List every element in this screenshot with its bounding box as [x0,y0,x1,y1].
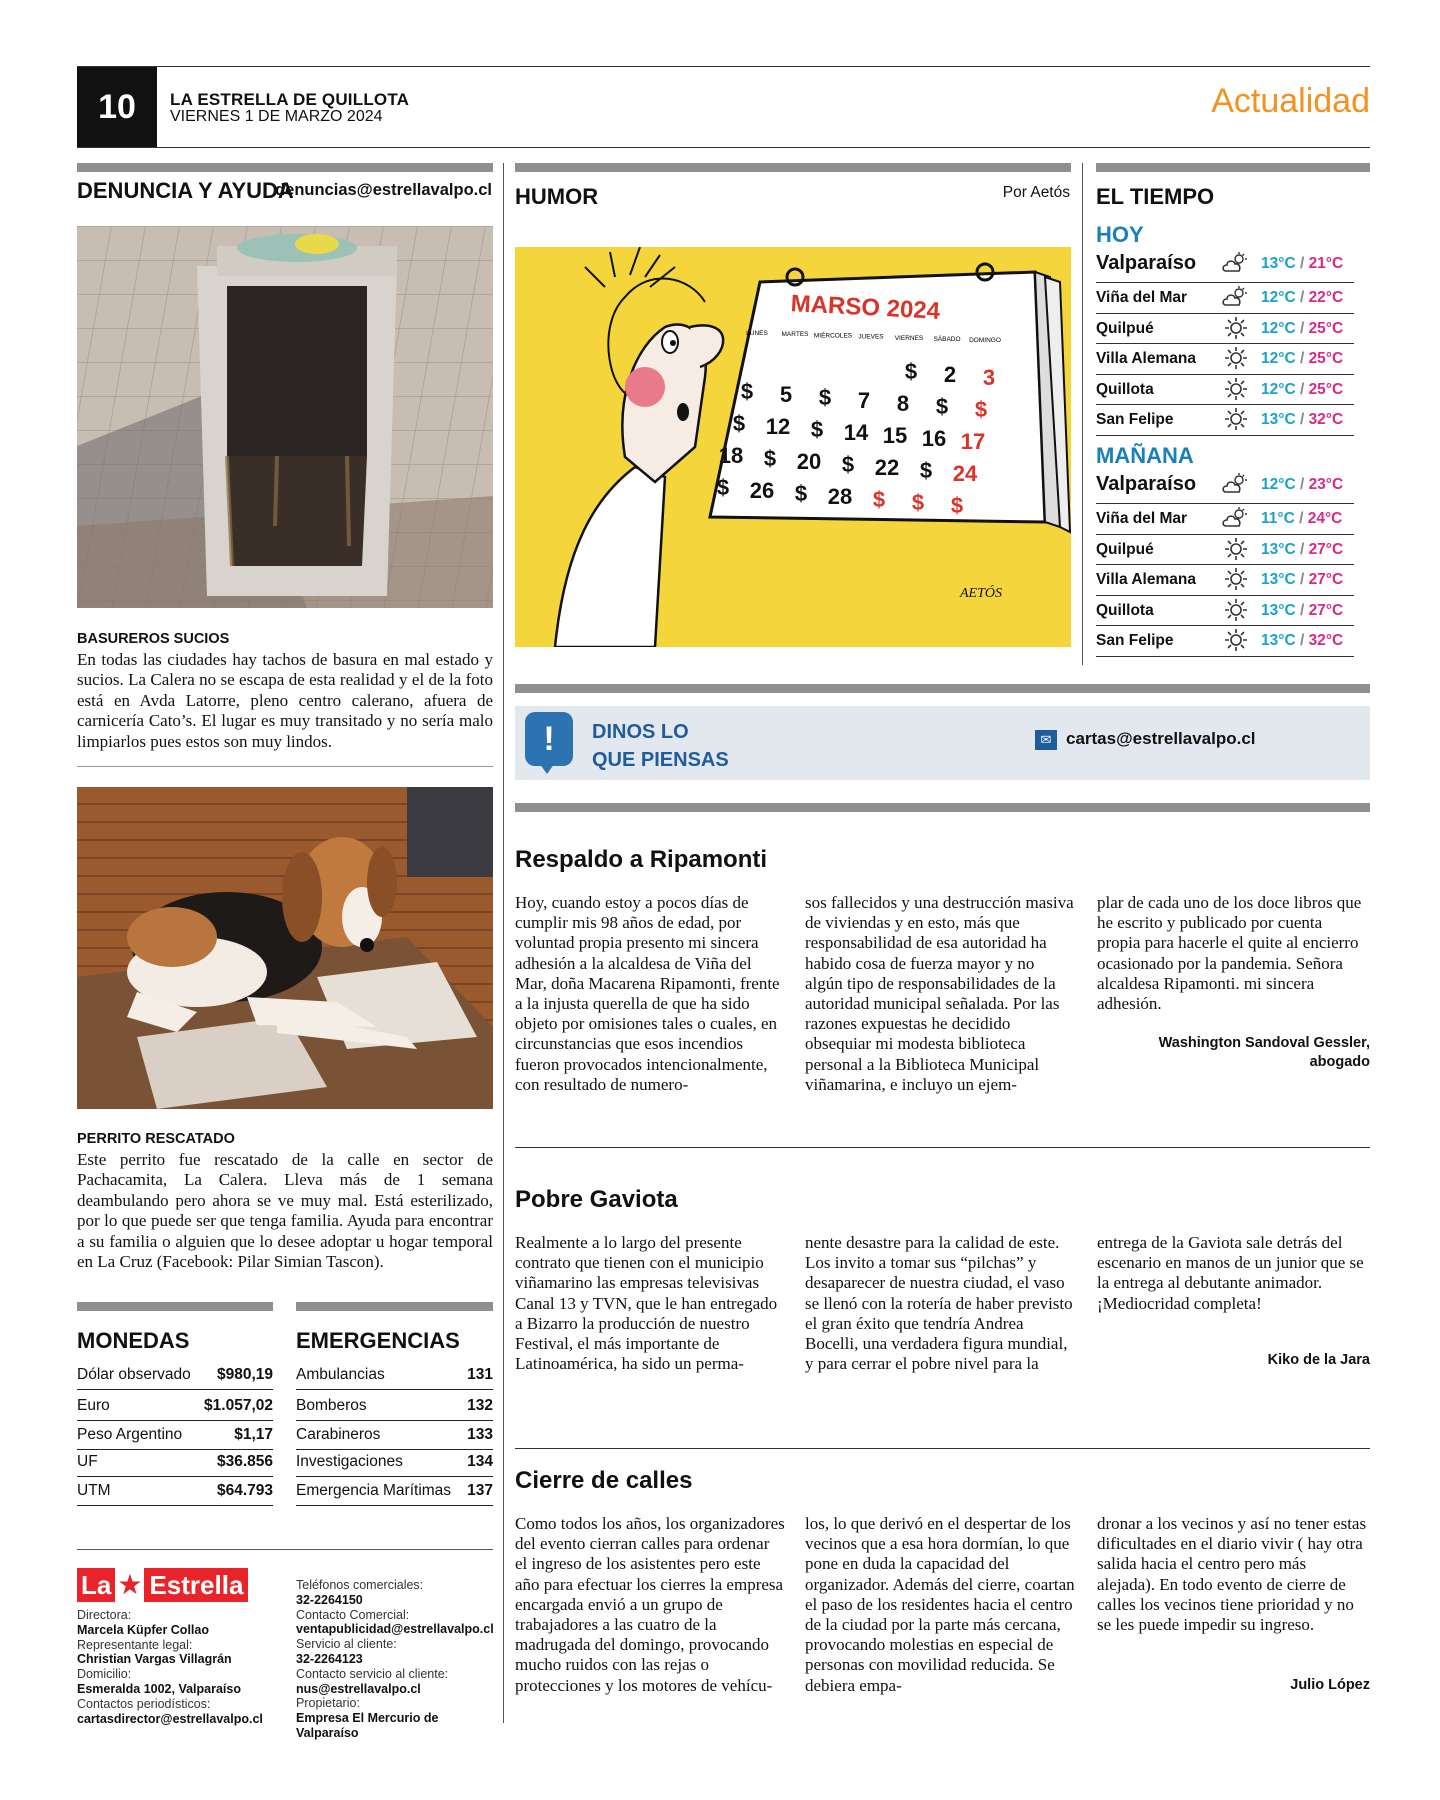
caption-text-basureros: En todas las ciudades hay tachos de basura en mal estado y sucios. La Calera no se escapa de esta realidad y el de la foto está en Avda Latorre, pleno centro calerano, afuera de carnicería Cato’s. El lugar es muy transitado y no sería malo limpiarlos pues estos son muy lindos. [77,650,493,751]
dinos-lo-que-piensas-banner [515,706,1370,780]
weather-row [1096,245,1354,283]
calendar-weekday: LUNES [746,330,768,337]
monedas-title: MONEDAS [77,1328,190,1353]
dinos-line2: QUE PIENSAS [592,749,729,771]
weather-row [1096,375,1354,405]
temp-min: 12°C [1261,350,1296,367]
letter-column: nente desastre para la calidad de este. Los invito a tomar sus “pilchas” y desaparecer de nuestra ciudad, el vaso se llenó con la rotería de haber previsto el gran éxito que tendría Andrea Bocelli, una verdadera figura mundial, y para cerrar el pobre nivel para la [805,1233,1073,1374]
moneda-label: Peso Argentino [77,1426,183,1443]
emergencias-title: EMERGENCIAS [296,1328,460,1353]
footer-value: 32-2264150 [296,1592,363,1607]
weather-temp: 13°C / 27°C [1261,540,1344,558]
weather-row [1096,314,1354,344]
temp-min: 12°C [1261,319,1296,337]
emergencia-row [296,1421,493,1450]
temp-min: 13°C [1261,601,1296,619]
calendar-day: $ [935,394,949,419]
letter-column: dronar a los vecinos y así no tener estas dificultades en el diario vivir ( hay otra salida hacia el centro pero más alejada). En todo evento de cierre de calles los vecinos tiene prioridad y no se les puede impedir su ingreso. [1097,1514,1367,1635]
weather-city: Quilpué [1096,319,1154,337]
emergencia-value: 134 [467,1453,493,1470]
trash-bin-photo [77,226,493,608]
letter-column: Realmente a lo largo del presente contrato que tienen con el municipio viñamarino las empresas televisivas Canal 13 y TVN, que le han entregado a Bizarro la producción de nuestro Festival, el más importante de Latinoamérica, ha sido un perma- [515,1233,778,1374]
emergencia-label: Bomberos [296,1397,367,1414]
calendar-day: 15 [882,423,908,448]
sun-icon [1221,316,1253,342]
temp-min: 13°C [1261,540,1296,558]
footer-label: Teléfonos comerciales: [296,1578,424,1592]
temp-max: 27°C [1308,571,1344,588]
letter-column: Como todos los años, los organizadores del evento cierran calles para ordenar el ingreso de los asistentes pero este año para efectuar los cierres la empresa encargada envió a un grupo de trabajadores a las cuatro de la madrugada del domingo, provocando mucho ruidos con las rejas o protecciones y los motores de vehícu- [515,1514,785,1695]
calendar-day: 26 [749,478,775,503]
footer-label: Contactos periodísticos: [77,1696,211,1711]
temp-min: 13°C [1261,571,1296,588]
calendar-day: 17 [960,429,986,454]
letter-title: Cierre de calles [515,1467,693,1494]
weather-temp: 13°C / 27°C [1261,571,1344,588]
moneda-row [77,1477,273,1506]
calendar-day: 12 [765,414,791,439]
calendar-weekday: MARTES [781,331,809,339]
humor-byline: Por Aetós [1002,184,1070,201]
moneda-row [77,1448,273,1477]
emergencia-row [296,1361,493,1390]
rescued-dog-photo [77,787,493,1109]
envelope-icon: ✉ [1035,730,1057,750]
denuncia-email[interactable]: denuncias@estrellavalpo.cl [275,181,492,199]
letter-author: Julio López [1290,1677,1370,1693]
weather-row [1096,284,1354,314]
moneda-value: $64.793 [216,1482,273,1499]
calendar-day: 7 [857,388,871,413]
weather-row [1096,566,1354,596]
calendar-day: $ [732,411,746,436]
footer-label: Servicio al cliente: [296,1637,397,1652]
humor-cartoon [515,247,1071,647]
temp-max: 23°C [1308,475,1344,493]
temp-min: 12°C [1261,475,1296,493]
letter-column: plar de cada uno de los doce libros que he escrito y publicado por cuenta propia para hacerle el quite al encierro ocasionado por la pandemia. Señora alcaldesa Ripamonti. mi sincera adhesión. [1097,893,1362,1014]
calendar-day: 14 [843,420,869,445]
footer-staff [77,1608,287,1726]
calendar-day: 3 [982,365,996,390]
caption-text-perrito: Este perrito fue rescatado de la calle en sector de Pachacamita, La Calera. Lleva más de 1 semana deambulando pero ahora se ve muy mal. Está esterilizado, por lo que puede ser que tenga familia. Ayuda para encontrar a su familia o alguien que lo desee adoptar u hogar temporal en La Cruz (Facebook: Pilar Simian Tascon). [77,1150,493,1272]
weather-temp: 13°C / 27°C [1261,601,1344,619]
moneda-row [77,1421,273,1450]
letter-column: los, lo que derivó en el despertar de los vecinos que a esa hora dormían, lo que pone en duda la capacidad del organizador. Además del cierre, coartan el paso de los residentes hacia el centro de la ciudad por la parte más cercana, provocando molestias en especial de personas con movilidad reducida. Se debiera empa- [805,1514,1075,1695]
weather-temp: 12°C / 22°C [1261,289,1344,306]
moneda-label: UTM [77,1482,111,1499]
calendar-day: $ [794,481,808,506]
footer-value: cartasdirector@estrellavalpo.cl [77,1711,263,1726]
weather-city: Valparaíso [1096,252,1197,274]
sun-icon [1221,407,1253,433]
letter-signature [1290,1676,1370,1695]
emergencia-value: 132 [467,1397,493,1414]
calendar-day: $ [740,379,754,404]
calendar-day: $ [818,385,832,410]
partly-cloudy-icon [1221,472,1253,498]
emergencia-value: 137 [467,1482,493,1499]
partly-cloudy-icon [1221,506,1253,532]
hoy-label: HOY [1096,222,1144,247]
exclamation-icon: ! [525,712,573,766]
calendar-day: 28 [827,484,853,509]
sun-icon [1221,628,1253,654]
footer-value: Esmeralda 1002, Valparaíso [77,1681,241,1696]
weather-temp: 12°C / 25°C [1261,319,1344,337]
emergencia-value: 131 [467,1366,493,1383]
temp-min: 13°C [1261,632,1296,649]
sun-icon [1221,377,1253,403]
emergencia-row [296,1448,493,1477]
weather-temp: 12°C / 23°C [1261,475,1344,493]
emergencia-label: Ambulancias [296,1366,385,1383]
letter-title: Pobre Gaviota [515,1186,678,1213]
emergencia-label: Investigaciones [296,1453,403,1470]
temp-min: 13°C [1261,411,1296,428]
calendar-weekday: DOMINGO [969,337,1001,345]
letter-author-role: abogado [1309,1054,1370,1070]
tiempo-title: EL TIEMPO [1096,184,1215,209]
weather-temp: 13°C / 32°C [1261,632,1344,649]
calendar-day: 20 [796,449,822,474]
weather-city: Quilpué [1096,540,1154,558]
temp-min: 12°C [1261,289,1296,306]
letter-column: entrega de la Gaviota sale detrás del escenario en manos de un junior que se la entrega al debutante animador. ¡Mediocridad completa! [1097,1233,1364,1313]
calendar-day: 8 [896,391,910,416]
temp-max: 32°C [1308,632,1344,649]
humor-title: HUMOR [515,184,599,209]
temp-max: 25°C [1308,380,1344,398]
footer-value: Empresa El Mercurio de Valparaíso [296,1711,439,1740]
cartoon-signature: AETÓS [960,586,1002,601]
moneda-row [77,1392,273,1421]
temp-max: 21°C [1308,254,1344,272]
letter-title: Respaldo a Ripamonti [515,846,768,873]
footer-label: Propietario: [296,1696,360,1711]
calendar-weekday: JUEVES [858,333,884,341]
footer-value: nus@estrellavalpo.cl [296,1681,421,1696]
temp-max: 22°C [1308,289,1344,306]
footer-value: Marcela Küpfer Collao [77,1622,209,1637]
footer-value: ventapublicidad@estrellavalpo.cl [296,1622,494,1637]
calendar-day: 24 [952,461,978,486]
temp-max: 32°C [1308,411,1344,428]
weather-city: Quillota [1096,380,1154,398]
calendar-day: 5 [779,382,793,407]
calendar-day: $ [919,458,933,483]
calendar-day: 22 [874,455,900,480]
weather-temp: 12°C / 25°C [1261,380,1344,398]
letter-author: Washington Sandoval Gessler, [1158,1035,1370,1051]
weather-city: Villa Alemana [1096,350,1196,367]
calendar-day: 16 [921,426,947,451]
temp-min: 11°C [1261,510,1295,527]
weather-city: San Felipe [1096,411,1174,428]
letter-signature [1268,1351,1370,1370]
star-icon: ★ [117,1569,143,1600]
calendar-day: $ [911,490,925,515]
calendar-title: MARSO 2024 [790,290,941,325]
denuncia-title: DENUNCIA Y AYUDA [77,178,294,203]
weather-row [1096,466,1354,504]
calendar-day: $ [872,487,886,512]
temp-max: 25°C [1308,319,1344,337]
moneda-value: $1,17 [234,1426,273,1443]
caption-title-perrito: PERRITO RESCATADO [77,1131,235,1147]
letter-author: Kiko de la Jara [1267,1352,1370,1368]
temp-min: 13°C [1261,254,1296,272]
moneda-row [77,1361,273,1390]
weather-city: Villa Alemana [1096,571,1196,588]
temp-max: 25°C [1308,350,1344,367]
cartas-email[interactable]: cartas@estrellavalpo.cl [1066,729,1256,748]
weather-city: San Felipe [1096,632,1174,649]
weather-city: Viña del Mar [1096,510,1188,527]
footer-label: Contacto servicio al cliente: [296,1666,449,1681]
calendar-day: $ [950,493,964,518]
sun-icon [1221,567,1253,593]
weather-temp: 11°C / 24°C [1261,510,1343,527]
calendar-day: $ [904,359,918,384]
calendar-day: $ [716,475,730,500]
emergencia-label: Carabineros [296,1426,381,1443]
footer-label: Domicilio: [77,1667,132,1682]
weather-row [1096,345,1354,375]
temp-max: 27°C [1308,601,1344,619]
sun-icon [1221,346,1253,372]
moneda-value: $36.856 [216,1453,273,1470]
moneda-label: UF [77,1453,98,1470]
weather-row [1096,505,1354,535]
calendar-day: $ [763,446,777,471]
manana-label: MAÑANA [1096,443,1194,468]
temp-min: 12°C [1261,380,1296,398]
weather-temp: 13°C / 32°C [1261,411,1344,428]
letter-signature [1159,1034,1370,1072]
calendar-day: 2 [943,362,957,387]
partly-cloudy-icon [1221,285,1253,311]
moneda-value: $980,19 [216,1366,273,1383]
footer-value: Christian Vargas Villagrán [77,1652,232,1667]
footer-label: Contacto Comercial: [296,1607,410,1622]
weather-city: Valparaíso [1096,473,1197,495]
publication-date: VIERNES 1 DE MARZO 2024 [170,108,383,125]
publication-name: LA ESTRELLA DE QUILLOTA [170,90,410,109]
sun-icon [1221,598,1253,624]
letter-column: sos fallecidos y una destrucción masiva de viviendas y en esto, más que responsabilidad de esa autoridad ha habido cosa de fuerza mayor y no algún tipo de responsabilidades de la autoridad municipal señalada. Por las razones expuestas he decidido obsequiar mi modesta biblioteca personal a la Biblioteca Municipal viñamarina, e incluyo un ejem- [805,893,1074,1094]
emergencia-row [296,1477,493,1506]
footer-label: Directora: [77,1608,132,1622]
moneda-value: $1.057,02 [204,1397,273,1414]
weather-temp: 12°C / 25°C [1261,350,1344,367]
weather-city: Quillota [1096,601,1154,619]
moneda-label: Euro [77,1397,110,1414]
partly-cloudy-icon [1221,251,1253,277]
calendar-day: $ [841,452,855,477]
section-name: Actualidad [1211,82,1370,120]
weather-temp: 13°C / 21°C [1261,254,1344,272]
footer-contacts [296,1578,496,1741]
weather-row [1096,535,1354,565]
la-estrella-logo: La ★ Estrella [77,1568,273,1602]
moneda-label: Dólar observado [77,1366,191,1383]
sun-icon [1221,537,1253,563]
calendar-weekday: SÁBADO [933,336,961,343]
calendar-day: $ [810,417,824,442]
emergencia-value: 133 [467,1426,493,1443]
temp-max: 27°C [1308,540,1344,558]
footer-label: Representante legal: [77,1637,193,1652]
calendar-day: $ [974,397,988,422]
emergencia-row [296,1392,493,1421]
weather-row [1096,627,1354,657]
emergencia-label: Emergencia Marítimas [296,1482,452,1499]
calendar-weekday: MIÉRCOLES [813,332,853,340]
letter-column: Hoy, cuando estoy a pocos días de cumplir mis 98 años de edad, por voluntad propia presento mi sincera adhesión a la alcaldesa de Viña del Mar, doña Macarena Ripamonti, frente a la injusta querella de que ha sido objeto por omisiones tales o cuales, en circunstancias que esos incendios fueron provocados intencionalmente, con resultado de numero- [515,893,780,1094]
page-number: 10 [77,67,157,147]
weather-city: Viña del Mar [1096,289,1188,306]
calendar-weekday: VIERNES [894,334,924,342]
calendar-day: 18 [718,443,744,468]
weather-row [1096,406,1354,436]
temp-max: 24°C [1307,510,1343,527]
footer-value: 32-2264123 [296,1651,363,1666]
dinos-line1: DINOS LO [592,721,689,743]
caption-title-basureros: BASUREROS SUCIOS [77,631,230,647]
weather-row [1096,596,1354,626]
